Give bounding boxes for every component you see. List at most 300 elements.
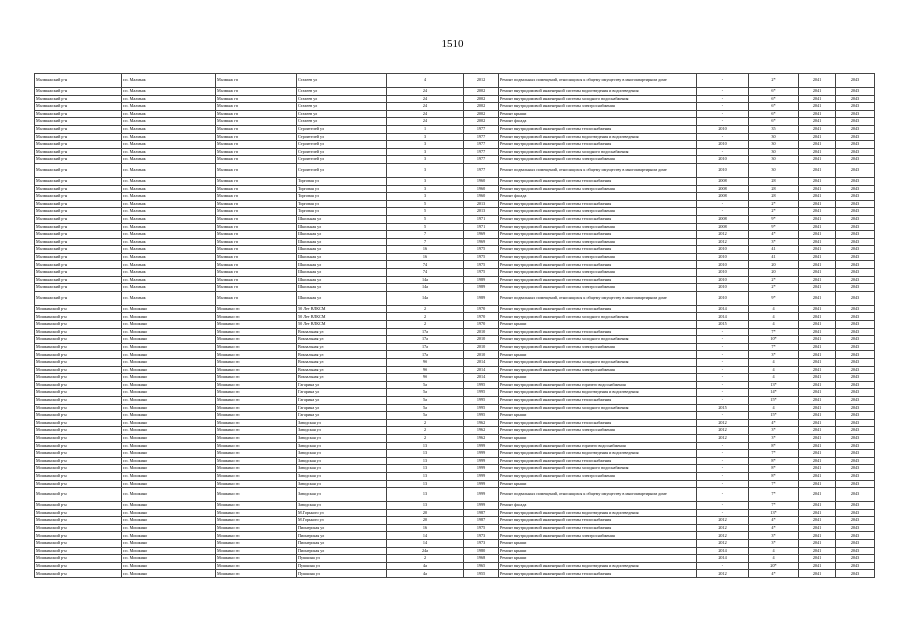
cell-plan-start: 2041 [799, 434, 836, 442]
cell-plan-start: 2041 [799, 366, 836, 374]
cell-wear: 20 [749, 261, 799, 269]
cell-wear: 13* [749, 381, 799, 389]
cell-work: Ремонт внутридомовой инженерной системы теплоснабжения [499, 231, 697, 239]
cell-plan-start: 2041 [799, 328, 836, 336]
cell-street: Строителей ул [297, 125, 387, 133]
cell-last-repair: - [697, 336, 749, 344]
cell-locality: Мошкино гп [216, 404, 297, 412]
cell-house: 24 [387, 95, 464, 103]
cell-year: 1989 [464, 291, 499, 305]
cell-house: 74 [387, 261, 464, 269]
cell-wear: 7* [749, 502, 799, 510]
cell-year: 2013 [464, 208, 499, 216]
table-row [35, 148, 875, 156]
cell-plan-start: 2041 [799, 540, 836, 548]
cell-district: Малмыжский р-н [35, 118, 122, 126]
cell-last-repair: 2014 [697, 313, 749, 321]
cell-district: Малмыжский р-н [35, 276, 122, 284]
cell-wear: 3* [749, 238, 799, 246]
cell-wear: 2* [749, 284, 799, 292]
cell-year: 1969 [464, 238, 499, 246]
cell-work: Ремонт внутридомовой инженерной системы электроснабжения [499, 156, 697, 164]
cell-district: Мошкинский р-н [35, 480, 122, 488]
cell-settlement: г.п. Мошкино [122, 305, 216, 313]
cell-work: Ремонт внутридомовой инженерной системы теплоснабжения [499, 177, 697, 185]
cell-wear: 30 [749, 141, 799, 149]
cell-wear: 2* [749, 74, 799, 88]
cell-plan-start: 2041 [799, 412, 836, 420]
cell-plan-start: 2041 [799, 480, 836, 488]
cell-plan-start: 2041 [799, 502, 836, 510]
cell-last-repair: - [697, 88, 749, 96]
cell-work: Ремонт внутридомовой инженерной системы водоотведения и водоотведения [499, 562, 697, 570]
cell-plan-end: 2043 [836, 509, 875, 517]
table-row [35, 570, 875, 578]
cell-settlement: г.п. Малмыж [122, 74, 216, 88]
cell-district: Мошкинский р-н [35, 328, 122, 336]
cell-plan-end: 2043 [836, 442, 875, 450]
cell-settlement: г.п. Малмыж [122, 148, 216, 156]
cell-locality: Мошкино гп [216, 509, 297, 517]
table-row [35, 502, 875, 510]
cell-year: 1999 [464, 465, 499, 473]
cell-plan-start: 2041 [799, 517, 836, 525]
cell-locality: Малмыж гп [216, 276, 297, 284]
cell-settlement: г.п. Мошкино [122, 351, 216, 359]
cell-plan-end: 2043 [836, 103, 875, 111]
cell-work: Ремонт внутридомовой инженерной системы холодного водоснабжения [499, 359, 697, 367]
cell-wear: 7* [749, 450, 799, 458]
cell-locality: Малмыж гп [216, 208, 297, 216]
table-row [35, 118, 875, 126]
cell-last-repair: 2010 [697, 269, 749, 277]
cell-plan-end: 2043 [836, 156, 875, 164]
cell-street: Гагарина ул [297, 396, 387, 404]
cell-plan-end: 2043 [836, 517, 875, 525]
cell-settlement: г.п. Малмыж [122, 110, 216, 118]
cell-plan-start: 2041 [799, 200, 836, 208]
cell-district: Малмыжский р-н [35, 95, 122, 103]
cell-wear: 8* [749, 472, 799, 480]
cell-settlement: г.п. Малмыж [122, 276, 216, 284]
cell-last-repair: - [697, 442, 749, 450]
cell-settlement: г.п. Малмыж [122, 118, 216, 126]
cell-settlement: г.п. Малмыж [122, 291, 216, 305]
cell-last-repair: 2010 [697, 141, 749, 149]
cell-settlement: г.п. Мошкино [122, 517, 216, 525]
cell-wear: 3* [749, 351, 799, 359]
cell-house: 9б [387, 366, 464, 374]
cell-district: Мошкинский р-н [35, 502, 122, 510]
cell-last-repair: 2014 [697, 555, 749, 563]
cell-year: 1977 [464, 163, 499, 177]
cell-house: 13 [387, 465, 464, 473]
cell-locality: Малмыж гп [216, 118, 297, 126]
cell-wear: 9* [749, 215, 799, 223]
cell-settlement: г.п. Мошкино [122, 540, 216, 548]
cell-last-repair: 2010 [697, 291, 749, 305]
cell-district: Малмыжский р-н [35, 223, 122, 231]
cell-house: 2 [387, 313, 464, 321]
cell-plan-end: 2043 [836, 125, 875, 133]
cell-locality: Мошкино гп [216, 366, 297, 374]
cell-district: Малмыжский р-н [35, 141, 122, 149]
cell-work: Ремонт крыши [499, 434, 697, 442]
cell-settlement: г.п. Малмыж [122, 269, 216, 277]
cell-street: Вокзальная ул [297, 366, 387, 374]
cell-street: Заводская ул [297, 502, 387, 510]
cell-house: 5а [387, 412, 464, 420]
cell-district: Мошкинский р-н [35, 532, 122, 540]
cell-plan-start: 2041 [799, 185, 836, 193]
table-row [35, 412, 875, 420]
table-row [35, 488, 875, 502]
table-row [35, 156, 875, 164]
table-row [35, 253, 875, 261]
cell-work: Ремонт внутридомовой инженерной системы электроснабжения [499, 343, 697, 351]
cell-last-repair: - [697, 74, 749, 88]
cell-settlement: г.п. Мошкино [122, 374, 216, 382]
cell-settlement: г.п. Мошкино [122, 488, 216, 502]
cell-plan-end: 2043 [836, 328, 875, 336]
cell-plan-start: 2041 [799, 524, 836, 532]
cell-wear: 4 [749, 313, 799, 321]
cell-work: Ремонт внутридомовой инженерной системы холодного водоснабжения [499, 148, 697, 156]
cell-district: Мошкинский р-н [35, 419, 122, 427]
cell-year: 1962 [464, 427, 499, 435]
table-row [35, 276, 875, 284]
cell-plan-start: 2041 [799, 177, 836, 185]
cell-district: Малмыжский р-н [35, 74, 122, 88]
cell-work: Ремонт внутридомовой инженерной системы горячего водоснабжения [499, 442, 697, 450]
cell-locality: Малмыж гп [216, 148, 297, 156]
cell-last-repair: 2012 [697, 427, 749, 435]
cell-plan-end: 2043 [836, 404, 875, 412]
cell-street: Торговая ул [297, 200, 387, 208]
cell-locality: Мошкино гп [216, 547, 297, 555]
cell-settlement: г.п. Малмыж [122, 223, 216, 231]
table-row [35, 427, 875, 435]
cell-house: 3 [387, 185, 464, 193]
cell-plan-end: 2043 [836, 343, 875, 351]
cell-street: Школьная ул [297, 269, 387, 277]
cell-settlement: г.п. Мошкино [122, 359, 216, 367]
cell-plan-end: 2043 [836, 133, 875, 141]
cell-plan-start: 2041 [799, 148, 836, 156]
cell-street: Пушкина ул [297, 562, 387, 570]
cell-plan-end: 2043 [836, 291, 875, 305]
cell-last-repair: - [697, 366, 749, 374]
cell-plan-start: 2041 [799, 547, 836, 555]
cell-plan-end: 2043 [836, 313, 875, 321]
cell-wear: 7* [749, 480, 799, 488]
cell-wear: 20* [749, 562, 799, 570]
cell-year: 1980 [464, 547, 499, 555]
cell-wear: 9* [749, 291, 799, 305]
cell-locality: Мошкино гп [216, 336, 297, 344]
cell-locality: Мошкино гп [216, 450, 297, 458]
cell-settlement: г.п. Малмыж [122, 95, 216, 103]
cell-settlement: г.п. Мошкино [122, 321, 216, 329]
cell-year: 1989 [464, 284, 499, 292]
cell-district: Малмыжский р-н [35, 284, 122, 292]
cell-work: Ремонт внутридомовой инженерной системы водоотведения и водоотведения [499, 133, 697, 141]
table-row [35, 177, 875, 185]
cell-street: Гагарина ул [297, 412, 387, 420]
cell-plan-start: 2041 [799, 95, 836, 103]
cell-settlement: г.п. Мошкино [122, 442, 216, 450]
cell-year: 1977 [464, 156, 499, 164]
cell-year: 2014 [464, 366, 499, 374]
table-row [35, 110, 875, 118]
cell-street: Пушкина ул [297, 555, 387, 563]
cell-plan-start: 2041 [799, 88, 836, 96]
cell-plan-start: 2041 [799, 343, 836, 351]
cell-district: Малмыжский р-н [35, 163, 122, 177]
cell-plan-end: 2043 [836, 215, 875, 223]
cell-year: 2010 [464, 328, 499, 336]
cell-year: 1962 [464, 434, 499, 442]
cell-work: Ремонт внутридомовой инженерной системы теплоснабжения [499, 125, 697, 133]
cell-plan-start: 2041 [799, 351, 836, 359]
table-row [35, 284, 875, 292]
cell-house: 17а [387, 336, 464, 344]
cell-plan-end: 2043 [836, 321, 875, 329]
table-row [35, 133, 875, 141]
cell-street: Пионерская ул [297, 540, 387, 548]
cell-work: Ремонт внутридомовой инженерной системы электроснабжения [499, 253, 697, 261]
table-row [35, 517, 875, 525]
cell-district: Малмыжский р-н [35, 133, 122, 141]
table-row [35, 562, 875, 570]
cell-wear: 30 [749, 148, 799, 156]
cell-district: Малмыжский р-н [35, 193, 122, 201]
cell-last-repair: - [697, 95, 749, 103]
cell-work: Ремонт внутридомовой инженерной системы электроснабжения [499, 532, 697, 540]
cell-plan-start: 2041 [799, 215, 836, 223]
cell-house: 9б [387, 359, 464, 367]
table-row [35, 374, 875, 382]
cell-district: Мошкинский р-н [35, 465, 122, 473]
cell-house: 2 [387, 434, 464, 442]
cell-plan-start: 2041 [799, 404, 836, 412]
cell-district: Малмыжский р-н [35, 215, 122, 223]
cell-street: Школьная ул [297, 284, 387, 292]
cell-wear: 6* [749, 95, 799, 103]
cell-plan-start: 2041 [799, 336, 836, 344]
cell-last-repair: 2010 [697, 246, 749, 254]
cell-district: Мошкинский р-н [35, 359, 122, 367]
cell-last-repair: - [697, 396, 749, 404]
cell-plan-end: 2043 [836, 480, 875, 488]
cell-locality: Малмыж гп [216, 284, 297, 292]
cell-year: 1968 [464, 555, 499, 563]
cell-work: Ремонт внутридомовой инженерной системы горячего водоснабжения [499, 381, 697, 389]
cell-plan-end: 2043 [836, 351, 875, 359]
cell-last-repair: - [697, 509, 749, 517]
cell-district: Малмыжский р-н [35, 148, 122, 156]
cell-district: Малмыжский р-н [35, 125, 122, 133]
cell-locality: Малмыж гп [216, 110, 297, 118]
cell-street: Стахеев ул [297, 95, 387, 103]
cell-wear: 4* [749, 419, 799, 427]
cell-house: 5а [387, 396, 464, 404]
cell-house: 3 [387, 148, 464, 156]
cell-locality: Малмыж гп [216, 215, 297, 223]
cell-plan-end: 2043 [836, 555, 875, 563]
cell-wear: 30 [749, 133, 799, 141]
cell-street: Школьная ул [297, 215, 387, 223]
table-row [35, 141, 875, 149]
cell-plan-end: 2043 [836, 540, 875, 548]
cell-street: Школьная ул [297, 253, 387, 261]
table-row [35, 419, 875, 427]
cell-settlement: г.п. Малмыж [122, 215, 216, 223]
cell-wear: 30 [749, 156, 799, 164]
cell-locality: Малмыж гп [216, 223, 297, 231]
cell-plan-end: 2043 [836, 502, 875, 510]
cell-house: 20 [387, 517, 464, 525]
cell-work: Ремонт крыши [499, 540, 697, 548]
cell-settlement: г.п. Мошкино [122, 404, 216, 412]
cell-house: 13 [387, 502, 464, 510]
cell-work: Ремонт внутридомовой инженерной системы теплоснабжения [499, 276, 697, 284]
cell-settlement: г.п. Мошкино [122, 524, 216, 532]
cell-settlement: г.п. Мошкино [122, 502, 216, 510]
cell-year: 1960 [464, 193, 499, 201]
cell-last-repair: - [697, 412, 749, 420]
cell-year: 2014 [464, 374, 499, 382]
cell-settlement: г.п. Мошкино [122, 381, 216, 389]
table-row [35, 193, 875, 201]
cell-locality: Мошкино гп [216, 305, 297, 313]
cell-work: Ремонт крыши [499, 374, 697, 382]
cell-plan-start: 2041 [799, 276, 836, 284]
cell-street: Заводская ул [297, 442, 387, 450]
cell-year: 1960 [464, 177, 499, 185]
cell-plan-end: 2043 [836, 208, 875, 216]
cell-plan-end: 2043 [836, 396, 875, 404]
cell-district: Мошкинский р-н [35, 509, 122, 517]
cell-year: 1995 [464, 381, 499, 389]
cell-street: М.Горького ул [297, 517, 387, 525]
cell-plan-end: 2043 [836, 488, 875, 502]
cell-work: Ремонт внутридомовой инженерной системы теплоснабжения [499, 517, 697, 525]
cell-locality: Мошкино гп [216, 457, 297, 465]
cell-street: Строителей ул [297, 156, 387, 164]
cell-plan-start: 2041 [799, 457, 836, 465]
cell-work: Ремонт подвальных помещений, относящихся к общему имуществу в многоквартирном доме [499, 74, 697, 88]
cell-plan-end: 2043 [836, 193, 875, 201]
cell-plan-start: 2041 [799, 156, 836, 164]
cell-locality: Мошкино гп [216, 328, 297, 336]
cell-street: Строителей ул [297, 141, 387, 149]
cell-settlement: г.п. Малмыж [122, 284, 216, 292]
cell-last-repair: 2015 [697, 404, 749, 412]
cell-house: 9б [387, 374, 464, 382]
cell-district: Мошкинский р-н [35, 396, 122, 404]
cell-district: Малмыжский р-н [35, 261, 122, 269]
cell-wear: 6* [749, 103, 799, 111]
cell-street: Заводская ул [297, 472, 387, 480]
cell-plan-start: 2041 [799, 389, 836, 397]
cell-district: Мошкинский р-н [35, 547, 122, 555]
cell-plan-end: 2043 [836, 465, 875, 473]
cell-locality: Мошкино гп [216, 419, 297, 427]
cell-district: Мошкинский р-н [35, 412, 122, 420]
cell-plan-start: 2041 [799, 374, 836, 382]
cell-street: Торговая ул [297, 185, 387, 193]
cell-district: Малмыжский р-н [35, 238, 122, 246]
table-row [35, 465, 875, 473]
cell-year: 1975 [464, 524, 499, 532]
cell-plan-end: 2043 [836, 366, 875, 374]
cell-district: Мошкинский р-н [35, 562, 122, 570]
cell-district: Малмыжский р-н [35, 103, 122, 111]
cell-house: 3 [387, 193, 464, 201]
cell-work: Ремонт внутридомовой инженерной системы теплоснабжения [499, 141, 697, 149]
cell-house: 16 [387, 246, 464, 254]
cell-plan-end: 2043 [836, 88, 875, 96]
cell-settlement: г.п. Мошкино [122, 480, 216, 488]
cell-wear: 2* [749, 200, 799, 208]
cell-work: Ремонт внутридомовой инженерной системы электроснабжения [499, 185, 697, 193]
cell-street: Школьная ул [297, 238, 387, 246]
table-row [35, 223, 875, 231]
cell-street: Школьная ул [297, 246, 387, 254]
cell-settlement: г.п. Мошкино [122, 509, 216, 517]
cell-locality: Малмыж гп [216, 125, 297, 133]
cell-wear: 2* [749, 276, 799, 284]
cell-settlement: г.п. Мошкино [122, 427, 216, 435]
cell-wear: 4* [749, 524, 799, 532]
cell-last-repair: 2008 [697, 193, 749, 201]
cell-year: 2002 [464, 88, 499, 96]
cell-plan-start: 2041 [799, 208, 836, 216]
cell-plan-end: 2043 [836, 74, 875, 88]
cell-wear: 4 [749, 359, 799, 367]
cell-work: Ремонт крыши [499, 351, 697, 359]
table-row [35, 343, 875, 351]
cell-house: 2 [387, 419, 464, 427]
cell-last-repair: 2012 [697, 434, 749, 442]
cell-locality: Малмыж гп [216, 246, 297, 254]
cell-year: 1999 [464, 472, 499, 480]
table-row [35, 305, 875, 313]
cell-work: Ремонт внутридомовой инженерной системы теплоснабжения [499, 396, 697, 404]
cell-street: Стахеев ул [297, 103, 387, 111]
table-row [35, 404, 875, 412]
cell-district: Мошкинский р-н [35, 540, 122, 548]
cell-plan-end: 2043 [836, 110, 875, 118]
cell-house: 14а [387, 291, 464, 305]
cell-settlement: г.п. Малмыж [122, 246, 216, 254]
table-row [35, 532, 875, 540]
cell-wear: 4 [749, 366, 799, 374]
cell-plan-start: 2041 [799, 246, 836, 254]
cell-year: 1999 [464, 480, 499, 488]
cell-wear: 4* [749, 570, 799, 578]
cell-street: Гагарина ул [297, 381, 387, 389]
table-row [35, 381, 875, 389]
table-row [35, 185, 875, 193]
cell-year: 1977 [464, 125, 499, 133]
cell-plan-start: 2041 [799, 238, 836, 246]
cell-plan-end: 2043 [836, 524, 875, 532]
cell-street: Гагарина ул [297, 404, 387, 412]
cell-last-repair: 2008 [697, 223, 749, 231]
cell-settlement: г.п. Малмыж [122, 185, 216, 193]
